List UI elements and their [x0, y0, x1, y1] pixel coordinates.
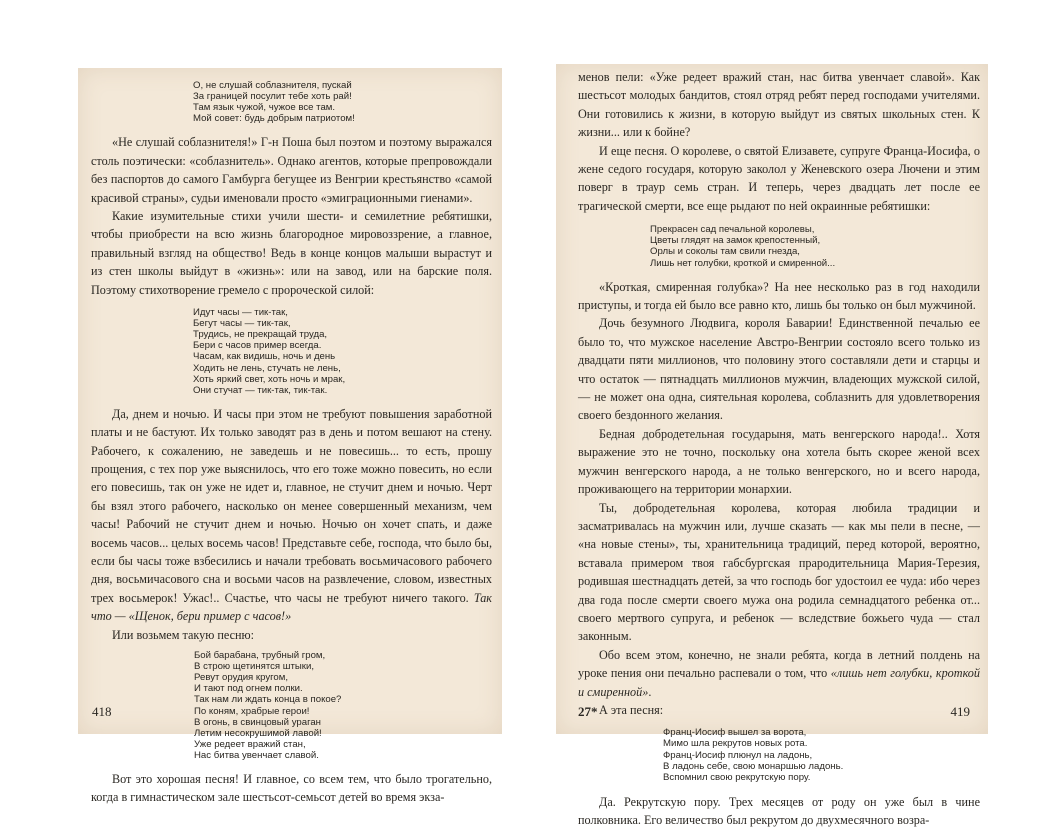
verse-line: Вспомнил свою рекрутскую пору. — [663, 771, 811, 783]
verse-line: И тают под огнем полки. — [194, 683, 303, 695]
left-page — [78, 68, 502, 805]
verse-line: Франц-Иосиф вышел за ворота, — [663, 727, 807, 739]
verse-line: Бери с часов пример всегда. — [193, 340, 322, 352]
verse-line: Франц-Иосиф плюнул на ладонь, — [663, 749, 813, 761]
verse-line: Они стучат — тик-так, тик-так. — [193, 384, 328, 396]
verse-line: Мой совет: будь добрым патриотом! — [193, 113, 355, 125]
verse-line: О, не слушай соблазнителя, пускай — [193, 80, 352, 91]
paragraph-italic: «лишь нет голубки, кроткой и смиренной» — [578, 666, 980, 699]
page-number: 419 — [950, 704, 970, 719]
verse-line: Так нам ли ждать конца в покое? — [194, 694, 342, 706]
signature-mark: 27* — [578, 704, 598, 719]
verse-franz-josef — [578, 727, 980, 782]
paragraph: «Кроткая, смиренная голубка»? На нее несколько раз в год находили приступы, и тогда ей было все равно кто, лишь бы только он был мужчиной. — [578, 279, 980, 313]
verse-line: Трудись, не прекращай труда, — [193, 329, 328, 341]
paragraph: Какие изумительные стихи учили шести- и семилетние ребятишки, чтобы приобрести на всю жизнь благородное мировоззрение, а главное, правильный взгляд на общество! Ведь в конце концов малыши вырастут и из стен школы выйдут в «жизнь»: или на завод, или на барские поля. Поэтому стихотворение гремело с пророческой силой: — [91, 209, 492, 297]
right-page — [556, 64, 988, 828]
paragraph: Дочь безумного Людвига, короля Баварии! Единственной печалью ее было то, что мужское население Австро-Венгрии состояло всего только из двадцати пяти миллионов, что половину этого составляли дети и старцы и что остаток — пятнадцать миллионов мужчин, владеющих мужской силой, — не может она одна, сиятельная королева, соблазнить для удовлетворения своего бездонного желания. — [578, 316, 980, 423]
verse-line: По коням, храбрые герои! — [194, 705, 310, 717]
verse-line: Часам, как видишь, ночь и день — [193, 351, 336, 363]
verse-line: Бегут часы — тик-так, — [193, 318, 291, 330]
verse-line: В огонь, в свинцовый ураган — [194, 716, 321, 728]
paragraph: Или возьмем такую песню: — [112, 627, 255, 642]
verse-line: Идут часы — тик-так, — [193, 307, 288, 319]
paragraph: И еще песня. О королеве, о святой Елизавете, супруге Франца-Иосифа, о жене седого государя, которую заколол у Женевского озера Лючени и этим поверг в траур семь стран. И теперь, через двадцать лет после ее трагической смерти, все еще рыдают по ней окраинные ребятишки: — [578, 143, 980, 213]
paragraph — [91, 405, 492, 626]
paragraph: менов пели: «Уже редеет вражий стан, нас битва увенчает славой». Как шестьсот молодых бандитов, стоял отряд ребят перед господами учителями. Они готовились к жизни, в которую выйдут из святых школьных стен. К жизни... или к бойне? — [578, 70, 980, 140]
verse-battle — [91, 650, 492, 761]
verse-queen — [578, 224, 980, 268]
paragraph-italic: Так что — «Щенок, бери пример с часов!» — [91, 590, 492, 624]
verse-clock — [91, 307, 492, 396]
paragraph-text: Да, днем и ночью. И часы при этом не требуют повышения заработной платы и не бастуют. Их только заводят раз в день и потом вешают на стену. Рабочего, к сожалению, не заведешь и не повесишь... то есть, прошу прощения, с тех пор уже выяснилось, что его тоже можно повесить, но если его повесишь, так он уже не идет и, главное, не стучит днем и ночью. Черт бы взял этого рабочего, насколько он менее совершенный механизм, чем часы! Рабочий не стучит днем и ночью. Ночью он хочет спать, и даже восемь часов... целых восемь часов! Представьте себе, господа, что было бы, если бы часы тоже взбесились и начали требовать восьмичасового рабочего дня, восьмичасового сна и восьми часов на развлечение, словом, известных трех восьмерок! Ужас!.. Счастье, что часы не требуют ничего такого. — [91, 406, 492, 605]
verse-line: Хоть яркий свет, хоть ночь и мрак, — [193, 373, 346, 385]
verse-line: Прекрасен сад печальной королевы, — [650, 224, 815, 236]
paragraph: Бедная добродетельная государыня, мать венгерского народа!.. Хотя выражение это не точно, поскольку она хотела быть скорее женой всех мужчин венгерского народа, а не только венгерского, но и всего народа, проживающего на территории монархии. — [578, 426, 980, 497]
verse-line: В строю щетинятся штыки, — [194, 661, 314, 673]
verse-line: За границей посулит тебе хоть рай! — [193, 91, 352, 103]
paragraph-text: Обо всем этом, конечно, не знали ребята, когда в летний полдень на уроке пения они печально распевали о том, что — [578, 647, 980, 681]
verse-line: Нас битва увенчает славой. — [194, 749, 319, 761]
verse-patriot — [91, 80, 492, 124]
verse-line: Уже редеет вражий стан, — [194, 738, 306, 750]
verse-line: Бой барабана, трубный гром, — [194, 650, 326, 662]
verse-line: В ладонь себе, свою монаршью ладонь. — [663, 760, 844, 772]
verse-line: Ходить не лень, стучать не лень, — [193, 362, 341, 374]
verse-line: Там язык чужой, чужое все там. — [193, 102, 336, 114]
paragraph: Ты, добродетельная королева, которая любила традиции и засматривалась на мужчин или, лучше сказать — как мы пели в песне, — «на новые стены», ты, хранительница традиций, перед которой, вероятно, вставала примером твоя габсбургская прародительница Мария-Терезия, родившая шестнадцать детей, за что господь бог удостоил ее чуда: ибо через два года после смерти своего мужа она родила семнадцатого ребенка от... своего мертвого супруга, и ребенок — вследствие божьего чуда — стал законным. — [578, 500, 980, 644]
verse-line: Ревут орудия кругом, — [194, 672, 289, 684]
verse-line: Летим несокрушимой лавой! — [194, 727, 322, 739]
paragraph — [578, 646, 980, 701]
verse-line: Орлы и соколы там свили гнезда, — [650, 246, 800, 258]
paragraph: Вот это хорошая песня! И главное, со всем тем, что было трогательно, когда в гимнастическом зале шестьсот-семьсот детей во время экза- — [91, 772, 492, 805]
page-number: 418 — [92, 704, 112, 719]
paragraph: А эта песня: — [599, 702, 664, 717]
paragraph: Да. Рекрутскую пору. Трех месяцев от роду он уже был в чине полковника. Его величество был рекрутом до двухмесячного возра- — [578, 794, 980, 828]
paragraph: «Не слушай соблазнителя!» Г-н Поша был поэтом и поэтому выражался столь поэтически: «соблазнитель». Однако агентов, которые препровождали без паспортов до самого Гамбурга бегущее из Венгрии крестьянство «самой красивой страны», судьи именовали просто «эмиграционными гиенами». — [91, 135, 492, 205]
verse-line: Цветы глядят на замок крепостенный, — [650, 235, 821, 247]
verse-line: Лишь нет голубки, кроткой и смиренной... — [650, 257, 836, 269]
paragraph-text: . — [648, 684, 652, 699]
verse-line: Мимо шла рекрутов новых рота. — [663, 738, 808, 750]
